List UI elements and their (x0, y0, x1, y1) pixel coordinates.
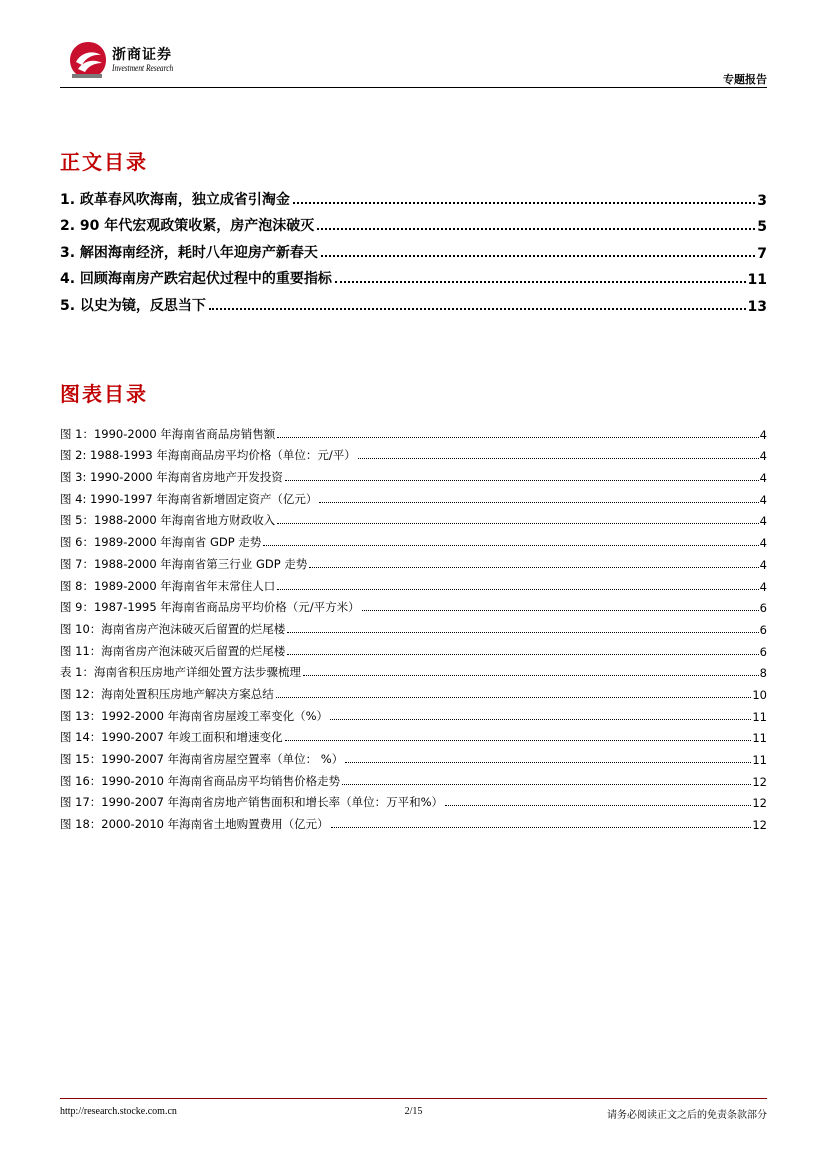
toc-figure-item-label: 图 15：1990-2007 年海南省房屋空置率（单位： %） (60, 752, 344, 766)
toc-figure-item-label: 图 13：1992-2000 年海南省房屋竣工率变化（%） (60, 708, 329, 723)
toc-main-list (60, 182, 767, 315)
dot-leader (358, 458, 759, 459)
toc-figure-item-page: 6 (759, 622, 767, 637)
dot-leader (345, 762, 751, 763)
toc-figure-item-page: 4 (759, 557, 767, 572)
toc-figure-item[interactable] (60, 637, 767, 659)
toc-figure-item-label: 图 6：1989-2000 年海南省 GDP 走势 (60, 535, 262, 550)
toc-figure-item[interactable] (60, 528, 767, 550)
toc-figure-item-label: 图 11：海南省房产泡沫破灭后留置的烂尾楼 (60, 643, 286, 658)
toc-main-item-label: 4. 回顾海南房产跌宕起伏过程中的重要指标 (60, 271, 332, 287)
toc-figure-item-page: 4 (759, 514, 767, 529)
toc-figure-item[interactable] (60, 420, 767, 442)
toc-figure-item-label: 图 5：1988-2000 年海南省地方财政收入 (60, 513, 276, 528)
toc-figure-item-page: 10 (752, 687, 767, 702)
toc-figure-item-page: 4 (759, 449, 767, 464)
toc-main-item-page: 5 (757, 219, 767, 235)
page-footer (60, 1098, 767, 1128)
dot-leader (330, 719, 751, 720)
brand-name-cn: 浙商证券 (112, 47, 172, 63)
toc-figure-item-label: 图 12：海南处置积压房地产解决方案总结 (60, 686, 274, 701)
toc-figure-item[interactable] (60, 442, 767, 464)
toc-figure-item-label: 图 18：2000-2010 年海南省土地购置费用（亿元） (60, 817, 329, 832)
dot-leader (331, 827, 752, 828)
toc-figure-item-page: 6 (759, 601, 767, 616)
toc-figure-item-page: 4 (759, 471, 767, 486)
toc-figure-item-page: 12 (752, 796, 767, 811)
dot-leader (303, 675, 759, 676)
toc-main-item[interactable] (60, 182, 767, 209)
toc-figure-item-label: 图 3: 1990-2000 年海南省房地产开发投资 (60, 470, 283, 485)
dot-leader (319, 502, 758, 503)
toc-main-item-label: 1. 政革春风吹海南，独立成省引淘金 (60, 191, 290, 208)
toc-figure-item[interactable] (60, 789, 767, 811)
toc-figure-item-label: 图 16：1990-2010 年海南省商品房平均销售价格走势 (60, 773, 341, 788)
toc-figure-item-page: 4 (759, 579, 767, 594)
dot-leader (287, 632, 758, 633)
header-divider (60, 87, 767, 88)
toc-figure-item[interactable] (60, 485, 767, 507)
toc-figure-item-label: 表 1：海南省积压房地产详细处置方法步骤梳理 (60, 665, 301, 680)
dot-leader (277, 589, 758, 590)
toc-figure-item-page: 11 (752, 753, 767, 767)
toc-main-item[interactable] (60, 262, 767, 289)
dot-leader (285, 740, 752, 741)
dot-leader (209, 308, 746, 310)
toc-main-title: 正文目录 (60, 150, 148, 174)
toc-figure-item-page: 11 (752, 709, 767, 724)
toc-figure-item-label: 图 14：1990-2007 年竣工面积和增速变化 (60, 730, 283, 745)
toc-main-item-label: 3. 解困海南经济，耗时八年迎房产新春天 (60, 244, 318, 261)
toc-main-item-page: 3 (757, 192, 767, 209)
toc-figure-item[interactable] (60, 659, 767, 681)
toc-main-item-label: 5. 以史为镜，反思当下 (60, 297, 206, 314)
page-header (60, 36, 767, 88)
dot-leader (263, 545, 758, 546)
dot-leader (277, 523, 758, 524)
toc-figure-item-page: 12 (752, 774, 767, 789)
footer-page-number: 2/15 (404, 1106, 423, 1117)
toc-figure-item[interactable] (60, 724, 767, 746)
toc-figures-title: 图表目录 (60, 382, 148, 406)
toc-figure-item[interactable] (60, 463, 767, 485)
toc-main-item-label: 2. 90 年代宏观政策收紧，房产泡沫破灭 (60, 218, 315, 234)
dot-leader (335, 281, 746, 283)
toc-figure-item[interactable] (60, 550, 767, 572)
toc-main-item[interactable] (60, 288, 767, 315)
dot-leader (276, 697, 752, 698)
toc-main-item[interactable] (60, 209, 767, 236)
toc-figure-item[interactable] (60, 594, 767, 616)
toc-figure-item[interactable] (60, 572, 767, 594)
dot-leader (317, 228, 755, 230)
footer-url-link[interactable]: http://research.stocke.com.cn (60, 1106, 177, 1117)
toc-figure-item-label: 图 4: 1990-1997 年海南省新增固定资产（亿元） (60, 491, 318, 506)
toc-figure-item-page: 11 (752, 731, 767, 746)
toc-figure-item[interactable] (60, 680, 767, 702)
toc-figure-item-label: 图 17：1990-2007 年海南省房地产销售面积和增长率（单位：万平和%） (60, 795, 444, 810)
footer-divider (60, 1098, 767, 1099)
toc-figure-item-label: 图 7：1988-2000 年海南省第三行业 GDP 走势 (60, 556, 308, 571)
toc-figure-item[interactable] (60, 615, 767, 637)
report-type-label: 专题报告 (723, 73, 767, 86)
toc-figure-item[interactable] (60, 702, 767, 724)
toc-figure-item-page: 4 (759, 536, 767, 551)
zheshang-logo-icon (68, 40, 108, 80)
toc-figure-item-label: 图 8：1989-2000 年海南省年末常住人口 (60, 578, 276, 593)
toc-figure-item-page: 8 (759, 666, 767, 681)
toc-figure-item-page: 6 (759, 644, 767, 659)
dot-leader (309, 567, 758, 568)
toc-figure-item[interactable] (60, 507, 767, 529)
dot-leader (342, 784, 751, 785)
dot-leader (293, 202, 755, 204)
toc-figure-item-label: 图 10：海南省房产泡沫破灭后留置的烂尾楼 (60, 621, 286, 636)
toc-figures-list (60, 420, 767, 832)
dot-leader (287, 654, 758, 655)
toc-figure-item-page: 4 (759, 492, 767, 507)
toc-main-item-page: 13 (747, 298, 767, 315)
dot-leader (362, 610, 759, 611)
dot-leader (277, 437, 758, 438)
dot-leader (445, 805, 751, 806)
toc-figure-item[interactable] (60, 767, 767, 789)
toc-figure-item-page: 12 (752, 818, 767, 833)
toc-main-item-page: 11 (747, 272, 767, 288)
footer-disclaimer: 请务必阅读正文之后的免责条款部分 (607, 1110, 767, 1121)
toc-figure-item[interactable] (60, 810, 767, 832)
dot-leader (321, 255, 755, 257)
toc-figure-item-label: 图 1：1990-2000 年海南省商品房销售额 (60, 426, 276, 441)
brand-name-en: Investment Research (112, 64, 174, 74)
toc-figure-item-label: 图 9：1987-1995 年海南省商品房平均价格（元/平方米） (60, 600, 360, 615)
toc-figure-item-page: 4 (759, 427, 767, 442)
toc-main-item[interactable] (60, 235, 767, 262)
toc-figure-item[interactable] (60, 745, 767, 767)
dot-leader (285, 480, 759, 481)
toc-main-item-page: 7 (757, 245, 767, 262)
toc-figure-item-label: 图 2: 1988-1993 年海南商品房平均价格（单位：元/平） (60, 448, 356, 463)
